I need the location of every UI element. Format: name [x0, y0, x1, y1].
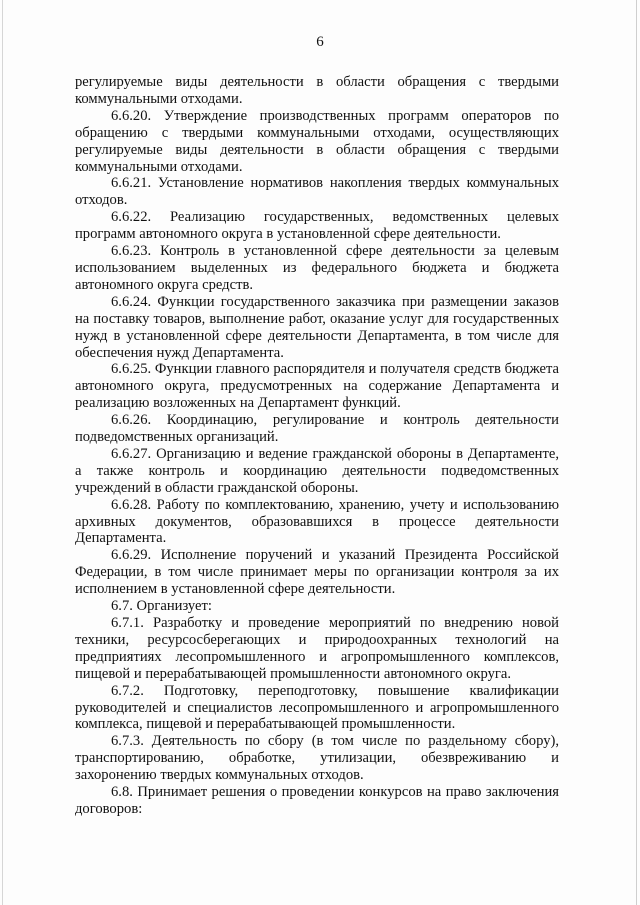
paragraph-6-6-23: 6.6.23. Контроль в установленной сфере деятельности за целевым использованием выделенных из федерального бюджета и бюджета автономного округа средств. — [75, 243, 559, 293]
paragraph-6-7-1: 6.7.1. Разработку и проведение мероприятий по внедрению новой техники, ресурсосберегающих и природоохранных технологий на предприятиях лесопромышленного и агропромышленного комплексов, пищевой и перерабатывающей промышленности автономного округа. — [75, 615, 559, 682]
paragraph-6-6-24: 6.6.24. Функции государственного заказчика при размещении заказов на поставку товаров, выполнение работ, оказание услуг для государственных нужд в установленной сфере деятельности Департамента, в том числе для обеспечения нужд Департамента. — [75, 293, 559, 361]
page-number: 6 — [316, 34, 324, 50]
paragraph-6-7-3: 6.7.3. Деятельность по сбору (в том числе по раздельному сбору), транспортированию, обработке, утилизации, обезвреживанию и захоронению твердых коммунальных отходов. — [75, 733, 559, 784]
paragraph-6-7: 6.7. Организует: — [111, 598, 212, 615]
paragraph-6-8: 6.8. Принимает решения о проведении конкурсов на право заключения договоров: — [75, 784, 559, 817]
paragraph-6-6-22: 6.6.22. Реализацию государственных, ведомственных целевых программ автономного округа в установленной сфере деятельности. — [75, 209, 559, 243]
document-body — [75, 74, 559, 818]
paragraph-continuation: регулируемые виды деятельности в области обращения с твердыми коммунальными отходами. — [75, 74, 559, 107]
scan-edge-left — [2, 0, 3, 905]
paragraph-6-7-2: 6.7.2. Подготовку, переподготовку, повышение квалификации руководителей и специалистов лесопромышленного и агропромышленного комплекса, пищевой и перерабатывающей промышленности. — [75, 682, 559, 733]
paragraph-6-6-29: 6.6.29. Исполнение поручений и указаний Президента Российской Федерации, в том числе принимает меры по организации контроля за их исполнением в установленной сфере деятельности. — [75, 547, 559, 598]
paragraph-6-6-20: 6.6.20. Утверждение производственных программ операторов по обращению с твердыми коммунальными отходами, осуществляющих регулируемые виды деятельности в области обращения с твердыми коммунальными отходами. — [75, 107, 559, 175]
scan-edge-right — [636, 0, 637, 905]
paragraph-6-6-21: 6.6.21. Установление нормативов накопления твердых коммунальных отходов. — [75, 175, 559, 209]
paragraph-6-6-28: 6.6.28. Работу по комплектованию, хранению, учету и использованию архивных документов, образовавшихся в процессе деятельности Департамента. — [75, 496, 559, 547]
paragraph-6-6-27: 6.6.27. Организацию и ведение гражданской обороны в Департаменте, а также контроль и координацию деятельности подведомственных учреждений в области гражданской обороны. — [75, 445, 559, 496]
paragraph-6-6-26: 6.6.26. Координацию, регулирование и контроль деятельности подведомственных организаций. — [75, 412, 559, 446]
paragraph-6-6-25: 6.6.25. Функции главного распорядителя и получателя средств бюджета автономного округа, предусмотренных на содержание Департамента и реализацию возложенных на Департамент функций. — [75, 361, 559, 412]
